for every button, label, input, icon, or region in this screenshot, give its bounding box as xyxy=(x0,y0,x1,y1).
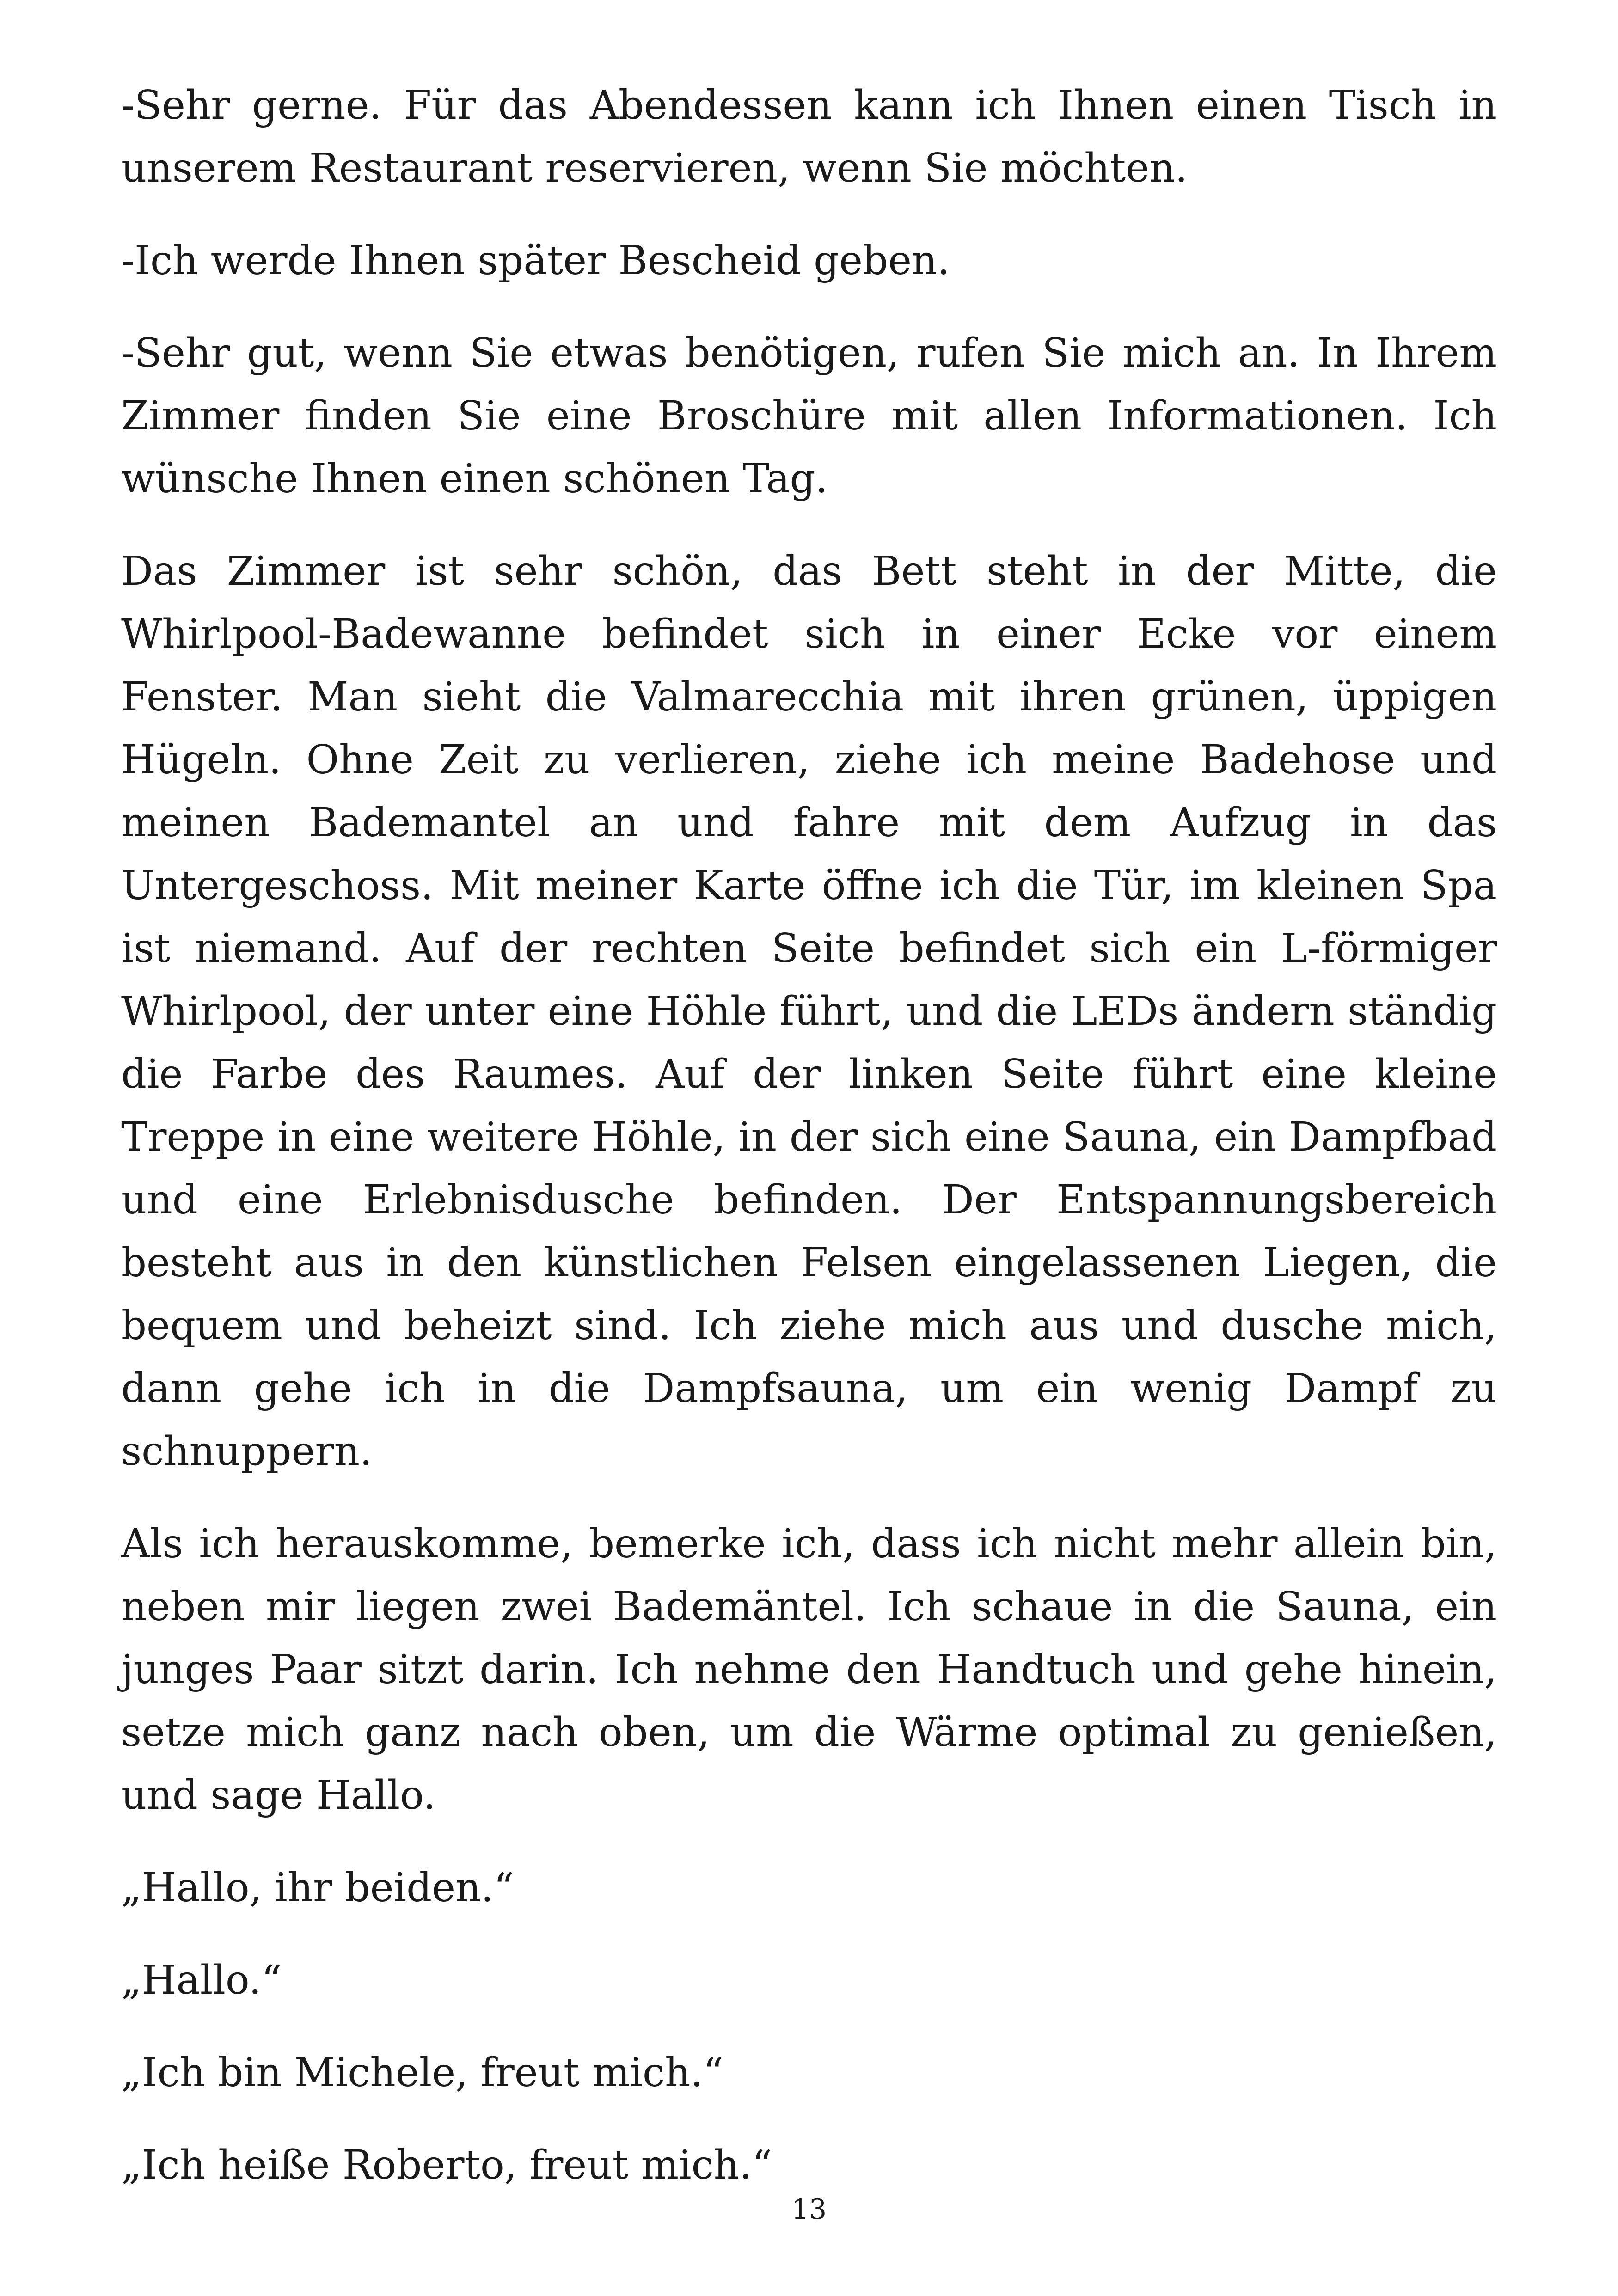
body-text xyxy=(121,74,1497,2226)
dialogue-line-2: „Hallo.“ xyxy=(121,1957,282,2003)
paragraph-4: Das Zimmer ist sehr schön, das Bett steht in der Mitte, die Whirlpool-Badewanne befindet sich in einer Ecke vor einem Fenster. Man sieht die Valmarecchia mit ihren grünen, üppigen Hügeln. Ohne Zeit zu verlieren, ziehe ich meine Badehose und meinen Bademantel an und fahre mit dem Aufzug in das Untergeschoss. Mit meiner Karte öffne ich die Tür, im kleinen Spa ist niemand. Auf der rechten Seite befindet sich ein L-förmiger Whirlpool, der unter eine Höhle führt, und die LEDs ändern ständig die Farbe des Raumes. Auf der linken Seite führt eine kleine Treppe in eine weitere Höhle, in der sich eine Sauna, ein Dampfbad und eine Erlebnisdusche befinden. Der Entspannungsbereich besteht aus in den künstlichen Felsen eingelassenen Liegen, die bequem und beheizt sind. Ich ziehe mich aus und dusche mich, dann gehe ich in die Dampfsauna, um ein wenig Dampf zu schnuppern. xyxy=(121,548,1497,1475)
dialogue-line-3: „Ich bin Michele, freut mich.“ xyxy=(121,2050,723,2096)
paragraph-3: -Sehr gut, wenn Sie etwas benötigen, rufen Sie mich an. In Ihrem Zimmer finden Sie eine Broschüre mit allen Informationen. Ich wünsche Ihnen einen schönen Tag. xyxy=(121,330,1497,502)
page-number: 13 xyxy=(791,2193,827,2226)
paragraph-1: -Sehr gerne. Für das Abendessen kann ich Ihnen einen Tisch in unserem Restaurant reservieren, wenn Sie möchten. xyxy=(121,82,1497,191)
dialogue-line-1: „Hallo, ihr beiden.“ xyxy=(121,1865,514,1911)
paragraph-2: -Ich werde Ihnen später Bescheid geben. xyxy=(121,238,950,284)
paragraph-5: Als ich herauskomme, bemerke ich, dass ich nicht mehr allein bin, neben mir liegen zwei Bademäntel. Ich schaue in die Sauna, ein junges Paar sitzt darin. Ich nehme den Handtuch und gehe hinein, setze mich ganz nach oben, um die Wärme optimal zu genießen, und sage Hallo. xyxy=(121,1521,1497,1818)
dialogue-line-4: „Ich heiße Roberto, freut mich.“ xyxy=(121,2142,772,2188)
